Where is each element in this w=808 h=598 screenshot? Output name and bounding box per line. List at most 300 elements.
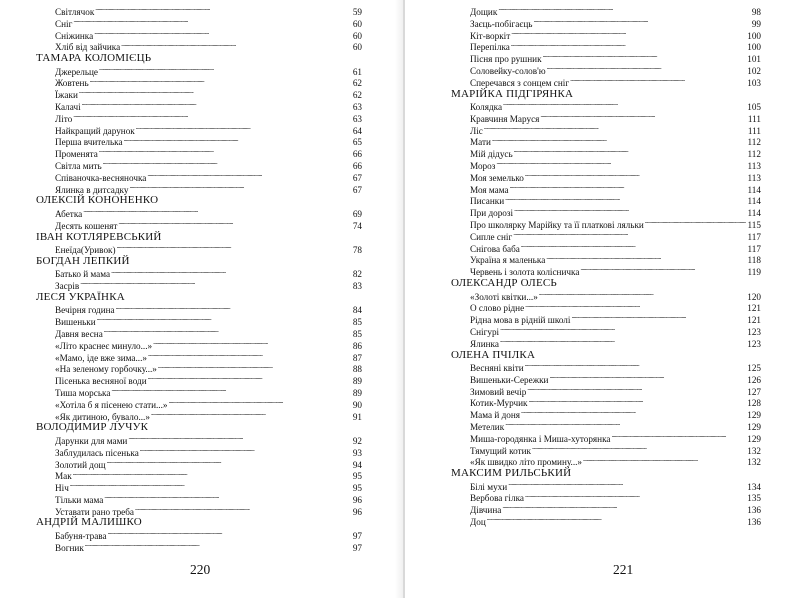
- page-number: 220: [190, 562, 211, 577]
- entry-page-number: 67: [352, 184, 362, 195]
- author-heading: ОЛЕНА ПЧІЛКА: [451, 348, 536, 361]
- dot-leader: [532, 444, 746, 454]
- dot-leader: [85, 541, 347, 551]
- dot-leader: [571, 313, 746, 323]
- toc-entry: [451, 325, 761, 337]
- entry-page-number: 118: [747, 255, 761, 266]
- entry-title: Мороз: [470, 161, 496, 172]
- entry-title: Снігурі: [470, 326, 500, 337]
- entry-page-number: 61: [352, 66, 362, 77]
- toc-entry: [36, 339, 362, 351]
- dot-leader: [99, 65, 347, 75]
- toc-entry: [451, 313, 761, 325]
- entry-page-number: 74: [352, 220, 362, 231]
- entry-page-number: 93: [352, 447, 362, 458]
- toc-entry: [36, 5, 362, 17]
- dot-leader: [525, 491, 746, 501]
- entry-page-number: 87: [352, 352, 362, 363]
- author-heading: ВОЛОДИМИР ЛУЧУК: [36, 421, 149, 434]
- toc-entry: [451, 159, 761, 171]
- entry-title: Золотий дощ: [55, 459, 106, 470]
- dot-leader: [514, 206, 746, 216]
- entry-title: Вербова гілка: [470, 493, 524, 504]
- entry-page-number: 114: [747, 208, 761, 219]
- dot-leader: [505, 194, 746, 204]
- entry-title: О слово рідне: [470, 303, 525, 314]
- toc-entry: [451, 76, 761, 88]
- entry-page-number: 96: [352, 506, 362, 517]
- dot-leader: [103, 159, 347, 169]
- entry-page-number: 129: [747, 422, 761, 432]
- entry-page-number: 102: [747, 65, 761, 76]
- entry-title: «Золоті квітки...»: [470, 291, 538, 302]
- entry-title: «На зеленому горбочку...»: [55, 364, 157, 375]
- toc-entry: [36, 243, 362, 255]
- dot-leader: [492, 135, 746, 145]
- dot-leader: [580, 265, 746, 275]
- entry-title: Моя земелько: [470, 172, 524, 183]
- toc-entry: [36, 124, 362, 136]
- toc-entry: [451, 385, 761, 397]
- dot-leader: [527, 385, 746, 395]
- dot-leader: [104, 327, 347, 337]
- author-heading: АНДРІЙ МАЛИШКО: [36, 516, 142, 529]
- entry-page-number: 94: [352, 459, 362, 470]
- entry-page-number: 132: [747, 457, 761, 468]
- toc-entry: [36, 303, 362, 315]
- dot-leader: [611, 432, 746, 442]
- author-heading: МАКСИМ РИЛЬСЬКИЙ: [451, 467, 572, 480]
- entry-page-number: 135: [747, 493, 761, 504]
- toc-entry: [451, 29, 761, 41]
- dot-leader: [543, 52, 746, 62]
- dot-leader: [118, 219, 347, 229]
- entry-title: Літо: [55, 113, 73, 124]
- entry-page-number: 136: [747, 517, 761, 528]
- entry-page-number: 65: [352, 137, 362, 148]
- entry-page-number: 63: [352, 113, 362, 124]
- dot-leader: [503, 100, 746, 110]
- entry-page-number: 128: [747, 398, 761, 409]
- entry-title: Десять кошенят: [55, 220, 118, 231]
- toc-entry: [36, 171, 362, 183]
- dot-leader: [73, 17, 347, 27]
- toc-entry: [36, 327, 362, 339]
- toc-entry: [451, 206, 761, 218]
- entry-title: Енеїда(Уривок): [55, 245, 116, 256]
- toc-entry: [36, 183, 362, 195]
- dot-leader: [104, 493, 347, 503]
- dot-leader: [124, 135, 347, 145]
- entry-page-number: 125: [747, 363, 761, 374]
- author-heading: МАРІЙКА ПІДГІРЯНКА: [451, 87, 574, 100]
- toc-entry: [36, 458, 362, 470]
- dot-leader: [121, 40, 347, 50]
- entry-title: Абетка: [55, 208, 83, 219]
- toc-entry: [36, 207, 362, 219]
- entry-title: Жовтень: [55, 78, 89, 89]
- entry-page-number: 89: [352, 388, 362, 399]
- entry-title: «Як дитиною, бувало...»: [55, 411, 150, 422]
- entry-title: Світлячок: [55, 7, 95, 17]
- entry-title: Колядка: [470, 102, 503, 113]
- toc-entry: [36, 159, 362, 171]
- entry-page-number: 113: [747, 161, 761, 172]
- dot-leader: [90, 76, 347, 86]
- entry-page-number: 66: [352, 149, 362, 160]
- entry-title: «Як швидко літо промину...»: [470, 457, 583, 468]
- entry-title: Метелик: [470, 422, 505, 432]
- entry-page-number: 78: [352, 245, 362, 256]
- entry-page-number: 69: [352, 208, 362, 219]
- dot-leader: [79, 88, 347, 98]
- entry-title: Співаночка-весняночка: [55, 172, 147, 183]
- entry-page-number: 92: [352, 435, 362, 446]
- toc-entry: [451, 52, 761, 64]
- entry-page-number: 120: [747, 291, 761, 302]
- toc-entry: [36, 76, 362, 88]
- entry-page-number: 129: [747, 433, 761, 444]
- entry-page-number: 95: [352, 471, 362, 482]
- dot-leader: [136, 124, 347, 134]
- entry-page-number: 129: [747, 410, 761, 421]
- entry-title: Давня весна: [55, 329, 103, 340]
- entry-page-number: 83: [352, 281, 362, 292]
- toc-entry: [451, 147, 761, 159]
- dot-leader: [111, 386, 347, 396]
- toc-entry: [451, 64, 761, 76]
- entry-title: Україна я маленька: [470, 255, 546, 266]
- entry-title: Соловейку-солов'ю: [470, 65, 546, 76]
- dot-leader: [496, 159, 746, 169]
- toc-entry: [451, 408, 761, 420]
- toc-entry: [451, 40, 761, 52]
- entry-page-number: 84: [352, 305, 362, 316]
- dot-leader: [521, 408, 746, 418]
- toc-entry: [36, 469, 362, 481]
- entry-page-number: 66: [352, 161, 362, 172]
- left-toc: [36, 5, 362, 553]
- entry-title: Їжаки: [55, 90, 78, 101]
- entry-title: Хліб від зайчика: [55, 42, 121, 53]
- toc-entry: [451, 265, 761, 277]
- toc-entry: [36, 434, 362, 446]
- entry-title: Вечірня година: [55, 305, 115, 316]
- dot-leader: [484, 124, 746, 134]
- toc-entry: [36, 219, 362, 231]
- entry-title: Тиша морська: [55, 388, 111, 399]
- toc-entry: [36, 40, 362, 52]
- entry-title: Бабуня-трава: [55, 530, 107, 541]
- entry-title: Вогник: [55, 542, 84, 553]
- entry-page-number: 115: [747, 220, 761, 231]
- entry-page-number: 121: [747, 315, 761, 326]
- entry-page-number: 59: [352, 7, 362, 17]
- entry-title: Джерельце: [55, 66, 99, 77]
- dot-leader: [129, 183, 347, 193]
- entry-title: Перепілка: [470, 42, 510, 53]
- dot-leader: [511, 29, 746, 39]
- toc-entry: [36, 386, 362, 398]
- entry-page-number: 105: [747, 102, 761, 113]
- entry-page-number: 95: [352, 483, 362, 494]
- toc-entry: [451, 455, 761, 467]
- entry-title: «Мамо, іде вже зима...»: [55, 352, 147, 363]
- dot-leader: [73, 469, 347, 479]
- dot-leader: [117, 243, 347, 253]
- toc-entry: [451, 171, 761, 183]
- entry-page-number: 100: [747, 30, 761, 41]
- entry-page-number: 64: [352, 125, 362, 136]
- toc-entry: [36, 29, 362, 41]
- dot-leader: [80, 279, 347, 289]
- dot-leader: [94, 29, 347, 39]
- entry-title: Світла мить: [55, 161, 102, 172]
- toc-entry: [451, 515, 761, 527]
- toc-entry: [36, 135, 362, 147]
- dot-leader: [513, 230, 746, 240]
- toc-entry: [451, 253, 761, 265]
- toc-entry: [36, 279, 362, 291]
- dot-leader: [511, 40, 746, 50]
- toc-entry: [36, 112, 362, 124]
- entry-page-number: 111: [747, 125, 761, 136]
- dot-leader: [525, 171, 746, 181]
- entry-title: Весняні квіти: [470, 363, 524, 374]
- dot-leader: [95, 5, 347, 15]
- dot-leader: [147, 171, 347, 181]
- author-heading: ІВАН КОТЛЯРЕВСЬКИЙ: [36, 230, 162, 243]
- toc-entry: [36, 351, 362, 363]
- toc-entry: [36, 315, 362, 327]
- entry-page-number: 60: [352, 30, 362, 41]
- dot-leader: [135, 505, 347, 515]
- toc-entry: [451, 301, 761, 313]
- entry-title: Мама й доня: [470, 410, 520, 421]
- toc-entry: [451, 444, 761, 456]
- entry-title: «Хотіла б я пісенею стати...»: [55, 399, 168, 410]
- entry-page-number: 88: [352, 364, 362, 375]
- dot-leader: [521, 242, 746, 252]
- author-heading: ОЛЕКСІЙ КОНОНЕНКО: [36, 194, 159, 207]
- dot-leader: [508, 480, 746, 490]
- entry-title: Кіт-воркіт: [470, 30, 511, 41]
- entry-title: Миша-городянка і Миша-хуторянка: [470, 433, 611, 444]
- entry-title: Калачі: [55, 102, 81, 113]
- right-toc: [451, 5, 761, 527]
- dot-leader: [148, 351, 347, 361]
- entry-title: Перша вчителька: [55, 137, 123, 148]
- entry-title: Тільки мама: [55, 494, 104, 505]
- entry-title: Сніг: [55, 18, 73, 29]
- toc-entry: [36, 481, 362, 493]
- dot-leader: [97, 315, 347, 325]
- entry-page-number: 97: [352, 530, 362, 541]
- entry-title: Сперечався з сонцем сніг: [470, 77, 570, 88]
- entry-title: Котик-Мурчик: [470, 398, 528, 409]
- dot-leader: [539, 290, 746, 300]
- entry-title: Дарунки для мами: [55, 435, 128, 446]
- entry-title: Ялинка в дитсадку: [55, 184, 129, 195]
- author-heading: БОГДАН ЛЕПКИЙ: [36, 254, 130, 267]
- toc-entry: [36, 398, 362, 410]
- dot-leader: [140, 446, 347, 456]
- toc-entry: [451, 503, 761, 515]
- toc-entry: [451, 420, 761, 432]
- dot-leader: [111, 267, 347, 277]
- entry-title: Білі мухи: [470, 481, 508, 492]
- entry-page-number: 101: [747, 54, 761, 65]
- dot-leader: [70, 481, 347, 491]
- dot-leader: [525, 301, 746, 311]
- dot-leader: [502, 503, 746, 513]
- entry-page-number: 62: [352, 90, 362, 101]
- entry-page-number: 119: [747, 267, 761, 278]
- entry-title: Дощик: [470, 7, 498, 17]
- dot-leader: [549, 373, 746, 383]
- entry-page-number: 62: [352, 78, 362, 89]
- entry-title: Сніжинка: [55, 30, 94, 41]
- entry-page-number: 86: [352, 340, 362, 351]
- toc-entry: [36, 17, 362, 29]
- toc-entry: [36, 446, 362, 458]
- dot-leader: [99, 147, 347, 157]
- toc-entry: [36, 362, 362, 374]
- dot-leader: [525, 361, 746, 371]
- entry-page-number: 134: [747, 481, 761, 492]
- dot-leader: [514, 147, 746, 157]
- toc-entry: [451, 480, 761, 492]
- author-heading: ЛЕСЯ УКРАЇНКА: [36, 290, 125, 303]
- toc-entry: [451, 100, 761, 112]
- dot-leader: [108, 529, 347, 539]
- toc-entry: [451, 361, 761, 373]
- dot-leader: [505, 420, 746, 430]
- entry-page-number: 60: [352, 18, 362, 29]
- entry-page-number: 117: [747, 231, 761, 242]
- entry-page-number: 132: [747, 445, 761, 456]
- entry-page-number: 60: [352, 42, 362, 53]
- entry-title: Червень і золота колісничка: [470, 267, 580, 278]
- entry-title: Дівчина: [470, 505, 502, 516]
- toc-entry: [36, 88, 362, 100]
- dot-leader: [510, 183, 746, 193]
- entry-title: Тямущий котик: [470, 445, 531, 456]
- toc-entry: [36, 374, 362, 386]
- entry-page-number: 67: [352, 172, 362, 183]
- dot-leader: [107, 458, 347, 468]
- entry-page-number: 99: [751, 18, 761, 29]
- entry-page-number: 123: [747, 326, 761, 337]
- dot-leader: [500, 325, 746, 335]
- entry-page-number: 114: [747, 196, 761, 207]
- entry-page-number: 114: [747, 184, 761, 195]
- entry-title: Рідна мова в рідній школі: [470, 315, 571, 326]
- entry-page-number: 85: [352, 329, 362, 340]
- toc-entry: [451, 491, 761, 503]
- entry-title: Пісенька весняної води: [55, 376, 147, 387]
- dot-leader: [540, 112, 746, 122]
- entry-page-number: 103: [747, 77, 761, 88]
- entry-title: Снігова баба: [470, 243, 520, 254]
- entry-page-number: 98: [751, 7, 761, 17]
- entry-title: Ліс: [470, 125, 483, 136]
- entry-title: Мій дідусь: [470, 149, 513, 160]
- dot-leader: [116, 303, 347, 313]
- dot-leader: [583, 455, 746, 465]
- dot-leader: [533, 17, 746, 27]
- entry-title: Сипле сніг: [470, 231, 513, 242]
- entry-page-number: 117: [747, 243, 761, 254]
- entry-page-number: 111: [747, 113, 761, 124]
- entry-title: Доц: [470, 517, 486, 528]
- entry-page-number: 90: [352, 399, 362, 410]
- toc-entry: [36, 493, 362, 505]
- entry-page-number: 89: [352, 376, 362, 387]
- entry-page-number: 97: [352, 542, 362, 553]
- dot-leader: [498, 5, 746, 15]
- entry-page-number: 126: [747, 374, 761, 385]
- toc-entry: [451, 373, 761, 385]
- entry-title: Мати: [470, 137, 491, 148]
- dot-leader: [82, 100, 347, 110]
- toc-entry: [451, 17, 761, 29]
- entry-title: Заєць-побігаєць: [470, 18, 533, 29]
- toc-entry: [451, 230, 761, 242]
- entry-page-number: 100: [747, 42, 761, 53]
- entry-title: Ніч: [55, 483, 69, 494]
- entry-title: Кравчиня Маруся: [470, 113, 540, 124]
- toc-entry: [451, 183, 761, 195]
- entry-title: Засрів: [55, 281, 80, 292]
- entry-title: Мак: [55, 471, 72, 482]
- toc-entry: [451, 396, 761, 408]
- dot-leader: [547, 64, 746, 74]
- dot-leader: [529, 396, 747, 406]
- entry-page-number: 112: [747, 149, 761, 160]
- entry-title: Батько й мама: [55, 269, 111, 280]
- dot-leader: [169, 398, 348, 408]
- entry-page-number: 82: [352, 269, 362, 280]
- toc-entry: [36, 147, 362, 159]
- dot-leader: [148, 374, 347, 384]
- entry-title: Писанки: [470, 196, 505, 207]
- dot-leader: [151, 410, 347, 420]
- dot-leader: [570, 76, 746, 86]
- entry-title: Зимовий вечір: [470, 386, 527, 397]
- toc-entry: [451, 337, 761, 349]
- entry-page-number: 63: [352, 102, 362, 113]
- toc-entry: [36, 100, 362, 112]
- author-heading: ОЛЕКСАНДР ОЛЕСЬ: [451, 277, 557, 290]
- dot-leader: [546, 253, 746, 263]
- entry-page-number: 91: [352, 411, 362, 422]
- entry-title: Уставати рано треба: [55, 506, 134, 517]
- entry-title: Найкращий дарунок: [55, 125, 135, 136]
- toc-entry: [451, 112, 761, 124]
- toc-entry: [36, 410, 362, 422]
- dot-leader: [153, 339, 347, 349]
- entry-title: Вишеньки: [55, 317, 96, 328]
- toc-entry: [451, 124, 761, 136]
- dot-leader: [73, 112, 347, 122]
- toc-entry: [36, 529, 362, 541]
- dot-leader: [487, 515, 746, 525]
- toc-entry: [36, 65, 362, 77]
- entry-title: Вишеньки-Сережки: [470, 374, 549, 385]
- entry-page-number: 127: [747, 386, 761, 397]
- entry-page-number: 136: [747, 505, 761, 516]
